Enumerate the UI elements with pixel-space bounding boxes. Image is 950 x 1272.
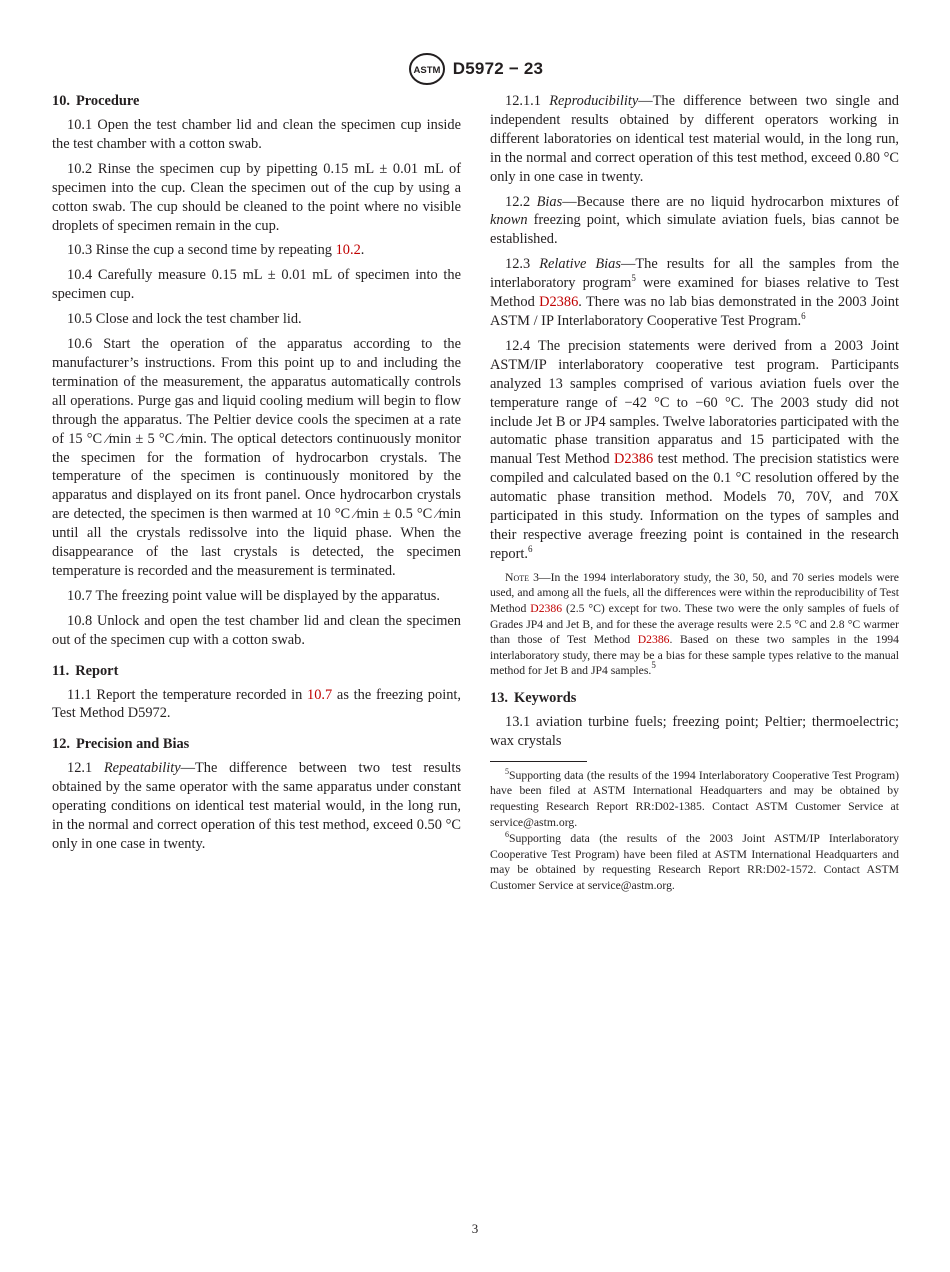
footnote-ref-6: 6 xyxy=(801,310,806,321)
link-10-7[interactable]: 10.7 xyxy=(307,686,333,703)
link-d2386[interactable]: D2386 xyxy=(613,451,654,468)
para-11-1: 11.1 Report the temperature recorded in 10.7 as the freezing point, Test Method D5972. xyxy=(52,686,461,722)
footnote-divider xyxy=(490,761,587,762)
logo-text: ASTM xyxy=(413,65,441,76)
section-13-heading: 13. Keywords xyxy=(490,689,577,706)
para-10-6: 10.6 Start the operation of the apparatus according to the manufacturer’s instructions. From this point up to and including the termination of the measurement, the apparatus automatically controls all operations. Purge gas and liquid cooling medium will begin to flow through the apparatus. The Peltier device cools the specimen at a rate of 15 °C ⁄min ± 5 °C ⁄min. The optical detectors continuously monitor the specimen for the formation of hydrocarbon crystals. The temperature of the specimen is continuously monitored by the apparatus and displayed on its front panel. Once hydrocarbon crystals are detected, the specimen is then warmed at 10 °C ⁄min ± 0.5 °C ⁄min until all the crystals redissolve into the liquid phase. When the disappearance of the last crystals is detected, the specimen temperature is recorded and the measurement is terminated. xyxy=(52,336,461,579)
para-10-3: 10.3 Rinse the cup a second time by repeating 10.2. xyxy=(67,242,365,259)
para-12-4: 12.4 The precision statements were derived from a 2003 Joint ASTM/IP interlaboratory cooperative test program. Participants analyzed 13 samples comprised of various aviation fuels over the temperature range of −42 °C to −60 °C. The 2003 study did not include Jet B or JP4 samples. Twelve laboratories participated with the automatic phase transition apparatus and 15 participated with the manual Test Method D2386 test method. The precision statistics were compiled and calculated based on the 0.1 °C resolution offered by the automatic phase transition method. Models 70, 70V, and 70X participated in this study. Information on the types of samples and their respective average freezing point is contained in the research report.$^6$ xyxy=(490,337,899,562)
para-12-2: 12.2 Bias—Because there are no liquid hydrocarbon mixtures of known freezing point, which simulate aviation fuels, bias cannot be established. xyxy=(490,193,899,248)
para-10-8: 10.8 Unlock and open the test chamber lid and clean the specimen out of the specimen cup with a cotton swab. xyxy=(52,612,461,648)
footnote-ref-6: 6 xyxy=(527,543,533,554)
astm-logo-icon xyxy=(407,52,447,86)
para-10-4: 10.4 Carefully measure 0.15 mL ± 0.01 mL of specimen into the specimen cup. xyxy=(52,267,461,303)
para-12-1-1: 12.1.1 Reproducibility—The difference between two single and independent results obtained by different operators working in different laboratories on identical test material would, in the long run, in the normal and correct operation of this test method, exceed 0.80 °C only in one case in twenty. xyxy=(490,93,899,185)
link-10-2[interactable]: 10.2 xyxy=(335,242,361,259)
link-d2386[interactable]: D2386 xyxy=(530,601,563,615)
para-12-1: 12.1 Repeatability—The difference between two test results obtained by the same operator with the same apparatus under constant operating conditions on identical test material would, in the long run, in the normal and correct operation of this test method, exceed 0.50 °C only in one case in twenty. xyxy=(52,760,461,852)
document-id: D5972 − 23 xyxy=(452,59,544,78)
para-10-1: 10.1 Open the test chamber lid and clean the specimen cup inside the test chamber with a cotton swab. xyxy=(52,117,461,152)
page-header xyxy=(0,52,950,86)
para-10-7: 10.7 The freezing point value will be displayed by the apparatus. xyxy=(67,587,440,604)
left-column xyxy=(52,92,461,860)
footnote-5: $^5$Supporting data (the results of the 1994 Interlaboratory Cooperative Test Program) have been filed at ASTM International Headquarters and may be obtained by requesting Research Report RR:D02-1385. Contact ASTM Customer Service at service@astm.org. xyxy=(490,766,899,829)
right-column xyxy=(490,92,899,894)
footnote-ref-5: 5 xyxy=(631,273,636,284)
link-d2386[interactable]: D2386 xyxy=(637,633,670,647)
section-11-heading: 11. Report xyxy=(52,662,119,679)
footnote-6: $^6$Supporting data (the results of the 2003 Joint ASTM/IP Interlaboratory Cooperative Test Program) have been filed at ASTM International Headquarters and may be obtained by requesting Research Report RR:D02-1572. Contact ASTM Customer Service at service@astm.org. xyxy=(490,830,899,892)
note-3: Note 3—In the 1994 interlaboratory study, the 30, 50, and 70 series models were used, and among all the fuels, all the differences were within the reproducibility of Test Method D2386 (2.5 °C) except for two. These two were the only samples of fuels of Grades JP4 and Jet B, and for these the average results were 2.5 °C and 2.8 °C warmer than those of Test Method D2386. Based on these two samples in the 1994 interlaboratory study, there may be a bias for these sample types relative to the manual method for Jet B and JP4 samples.$^5$ xyxy=(490,570,899,678)
section-12-heading: 12. Precision and Bias xyxy=(52,736,190,753)
para-12-3: 12.3 Relative Bias—The results for all the samples from the interlaboratory program$^5$ were examined for biases relative to Test Method D2386. There was no lab bias demonstrated in the 2003 Joint ASTM / IP Interlaboratory Cooperative Test Program.$^6$ xyxy=(490,256,899,329)
para-10-5: 10.5 Close and lock the test chamber lid. xyxy=(67,311,302,328)
link-d2386[interactable]: D2386 xyxy=(539,294,579,311)
para-10-2: 10.2 Rinse the specimen cup by pipetting 0.15 mL ± 0.01 mL of specimen into the cup. Clean the specimen out of the cup by using a cotton swab. The cup should be cleaned to the point where no visible droplets of specimen remain in the cup. xyxy=(52,160,461,234)
section-10-heading: 10. Procedure xyxy=(52,93,140,109)
para-13-1: 13.1 aviation turbine fuels; freezing point; Peltier; thermoelectric; wax crystals xyxy=(490,713,899,749)
page-number: 3 xyxy=(471,1221,479,1236)
footnote-ref-5: 5 xyxy=(651,660,656,671)
